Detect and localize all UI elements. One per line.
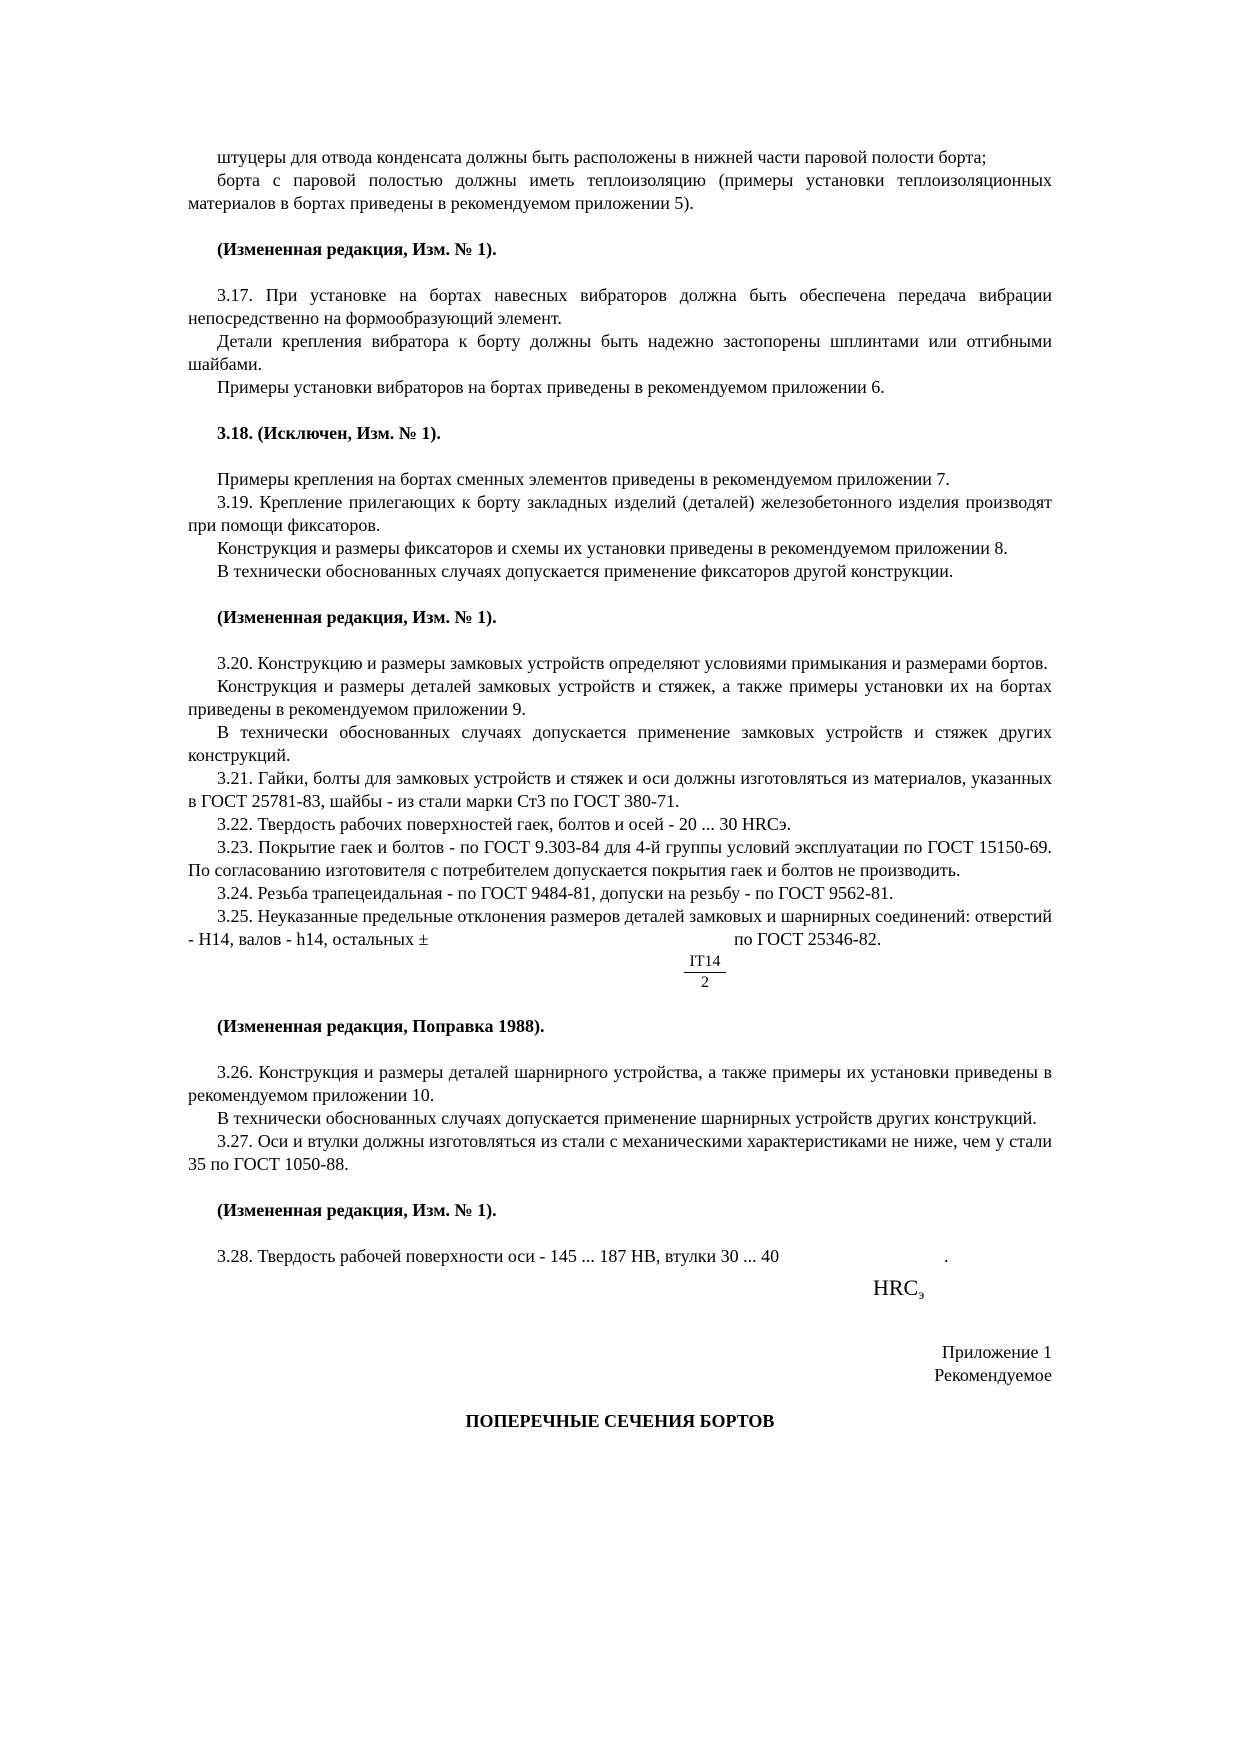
paragraph: 3.22. Твердость рабочих поверхностей гаек, болтов и осей - 20 ... 30 HRCэ. xyxy=(217,814,792,834)
paragraph-text-end: по ГОСТ 25346-82. xyxy=(734,929,882,949)
document-page xyxy=(188,146,1052,1433)
paragraph-text: 3.25. Неуказанные предельные отклонения размеров деталей замковых и шарнирных соединений: отверстий - H14, валов - h14, остальных ± xyxy=(188,906,1052,949)
hrc-main: HRC xyxy=(873,1275,919,1300)
tolerance-paragraph xyxy=(188,905,1052,997)
paragraph-text: 3.28. Твердость рабочей поверхности оси - 145 ... 187 НВ, втулки 30 ... 40 xyxy=(217,1246,780,1266)
amendment-note: (Измененная редакция, Поправка 1988). xyxy=(217,1016,545,1036)
paragraph: В технически обоснованных случаях допускается применение фиксаторов другой конструкции. xyxy=(217,561,954,581)
fraction-denominator: 2 xyxy=(701,974,709,991)
appendix-status: Рекомендуемое xyxy=(934,1365,1052,1385)
hardness-paragraph xyxy=(188,1245,1052,1303)
paragraph: борта с паровой полостью должны иметь теплоизоляцию (примеры установки теплоизоляционных материалов в бортах приведены в рекомендуемом приложении 5). xyxy=(188,170,1052,213)
paragraph: Конструкция и размеры деталей замковых устройств и стяжек, а также примеры установки их на бортах приведены в рекомендуемом приложении 9. xyxy=(188,676,1052,719)
paragraph: 3.24. Резьба трапецеидальная - по ГОСТ 9484-81, допуски на резьбу - по ГОСТ 9562-81. xyxy=(217,883,894,903)
paragraph: В технически обоснованных случаях допускается применение шарнирных устройств других конструкций. xyxy=(217,1108,1037,1128)
paragraph: Конструкция и размеры фиксаторов и схемы их установки приведены в рекомендуемом приложении 8. xyxy=(217,538,1008,558)
amendment-note: (Измененная редакция, Изм. № 1). xyxy=(217,1200,497,1220)
paragraph: 3.27. Оси и втулки должны изготовляться из стали с механическими характеристиками не ниже, чем у стали 35 по ГОСТ 1050-88. xyxy=(188,1131,1052,1174)
appendix-number: Приложение 1 xyxy=(941,1342,1052,1362)
paragraph: 3.21. Гайки, болты для замковых устройств и стяжек и оси должны изготовляться из материалов, указанных в ГОСТ 25781-83, шайбы - из стали марки Ст3 по ГОСТ 380-71. xyxy=(188,768,1052,811)
paragraph: 3.17. При установке на бортах навесных вибраторов должна быть обеспечена передача вибрации непосредственно на формообразующий элемент. xyxy=(188,285,1052,328)
paragraph: Примеры установки вибраторов на бортах приведены в рекомендуемом приложении 6. xyxy=(217,377,885,397)
hrc-formula xyxy=(873,1275,924,1309)
paragraph: Примеры крепления на бортах сменных элементов приведены в рекомендуемом приложении 7. xyxy=(217,469,950,489)
appendix-title: ПОПЕРЕЧНЫЕ СЕЧЕНИЯ БОРТОВ xyxy=(465,1411,775,1431)
paragraph: 3.20. Конструкцию и размеры замковых устройств определяют условиями примыкания и размерами бортов. xyxy=(217,653,1048,673)
paragraph: 3.23. Покрытие гаек и болтов - по ГОСТ 9.303-84 для 4-й группы условий эксплуатации по ГОСТ 15150-69. По согласованию изготовителя с потребителем допускается покрытия гаек и болтов не производить. xyxy=(188,837,1052,880)
amendment-note: 3.18. (Исключен, Изм. № 1). xyxy=(217,423,441,443)
paragraph: 3.19. Крепление прилегающих к борту закладных изделий (деталей) железобетонного изделия производят при помощи фиксаторов. xyxy=(188,492,1052,535)
amendment-note: (Измененная редакция, Изм. № 1). xyxy=(217,607,497,627)
paragraph: штуцеры для отвода конденсата должны быть расположены в нижней части паровой полости борта; xyxy=(217,147,987,167)
paragraph: 3.26. Конструкция и размеры деталей шарнирного устройства, а также примеры их установки приведены в рекомендуемом приложении 10. xyxy=(188,1062,1052,1105)
fraction-numerator: IT14 xyxy=(689,953,721,970)
paragraph: Детали крепления вибратора к борту должны быть надежно застопорены шплинтами или отгибными шайбами. xyxy=(188,331,1052,374)
fraction-formula xyxy=(684,952,726,993)
paragraph-end: . xyxy=(944,1246,949,1266)
hrc-subscript: э xyxy=(918,1288,925,1303)
paragraph: В технически обоснованных случаях допускается применение замковых устройств и стяжек других конструкций. xyxy=(188,722,1052,765)
amendment-note: (Измененная редакция, Изм. № 1). xyxy=(217,239,497,259)
